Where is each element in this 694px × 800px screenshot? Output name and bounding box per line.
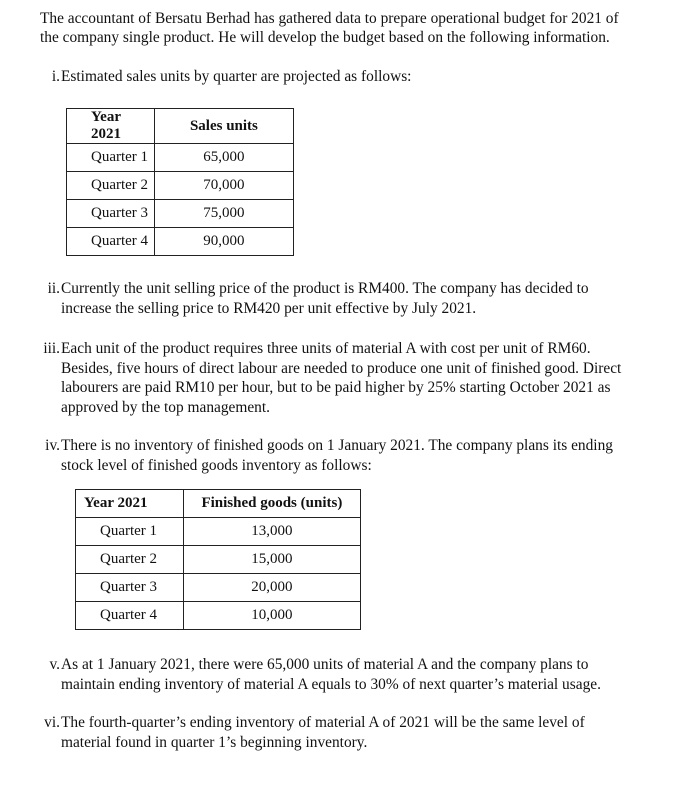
table-cell: Quarter 1 [76,518,184,546]
item-text [61,67,664,87]
finished-goods-table [75,489,361,630]
item-line: Besides, five hours of direct labour are needed to produce one unit of finished good. Direct [61,359,622,377]
item-number: iii. [43,340,60,357]
item-line: labourers are paid RM10 per hour, but to be paid higher by 25% starting October 2021 as [61,379,611,396]
table-cell: 13,000 [183,518,360,546]
table-cell: 10,000 [183,602,360,630]
intro-line: The accountant of Bersatu Berhad has gathered data to prepare operational budget for 2021 of [40,10,619,27]
item-line: material found in quarter 1’s beginning inventory. [61,733,368,751]
item-line: There is no inventory of finished goods on 1 January 2021. The company plans its ending [61,437,613,454]
table-row [76,574,361,602]
table-row [76,602,361,630]
table-cell: 70,000 [154,172,293,200]
header-cell: Finished goods (units) [183,490,360,518]
item-line: As at 1 January 2021, there were 65,000 units of material A and the company plans to [61,656,589,673]
table-header-row [76,490,361,518]
table-cell: 20,000 [183,574,360,602]
item-line: Estimated sales units by quarter are projected as follows: [61,68,412,85]
item-line: The fourth-quarter’s ending inventory of material A of 2021 will be the same level of [61,714,585,731]
header-cell: Year 2021 [67,109,155,144]
item-number: ii. [47,280,60,297]
table-row [67,228,294,256]
intro-line: the company single product. He will develop the budget based on the following information. [40,29,610,46]
table-header-row [67,109,294,144]
table-row [76,546,361,574]
item-text [61,339,664,417]
table-cell: 90,000 [154,228,293,256]
item-text [61,279,664,318]
item-text [61,436,664,475]
table-cell: Quarter 3 [76,574,184,602]
intro-paragraph [40,9,664,47]
item-line: approved by the top management. [61,398,270,416]
item-number: i. [51,68,60,85]
item-number: iv. [45,437,60,454]
item-line: increase the selling price to RM420 per unit effective by July 2021. [61,299,477,317]
table-cell: Quarter 1 [67,144,155,172]
item-text [61,713,664,752]
table-cell: 75,000 [154,200,293,228]
table-cell: Quarter 3 [67,200,155,228]
item-line: stock level of finished goods inventory as follows: [61,456,372,474]
table-cell: Quarter 4 [67,228,155,256]
table-row [76,518,361,546]
table-cell: 15,000 [183,546,360,574]
item-text [61,655,664,694]
table-cell: Quarter 2 [67,172,155,200]
table-cell: Quarter 4 [76,602,184,630]
item-number: v. [49,656,60,673]
table-cell: 65,000 [154,144,293,172]
item-line: maintain ending inventory of material A equals to 30% of next quarter’s material usage. [61,675,601,693]
item-line: Currently the unit selling price of the product is RM400. The company has decided to [61,280,589,297]
item-number: vi. [44,714,60,731]
header-cell: Year 2021 [76,490,184,518]
item-line: Each unit of the product requires three units of material A with cost per unit of RM60. [61,340,591,357]
header-cell: Sales units [154,109,293,144]
table-row [67,172,294,200]
table-row [67,200,294,228]
sales-units-table [66,108,294,256]
table-row [67,144,294,172]
table-cell: Quarter 2 [76,546,184,574]
